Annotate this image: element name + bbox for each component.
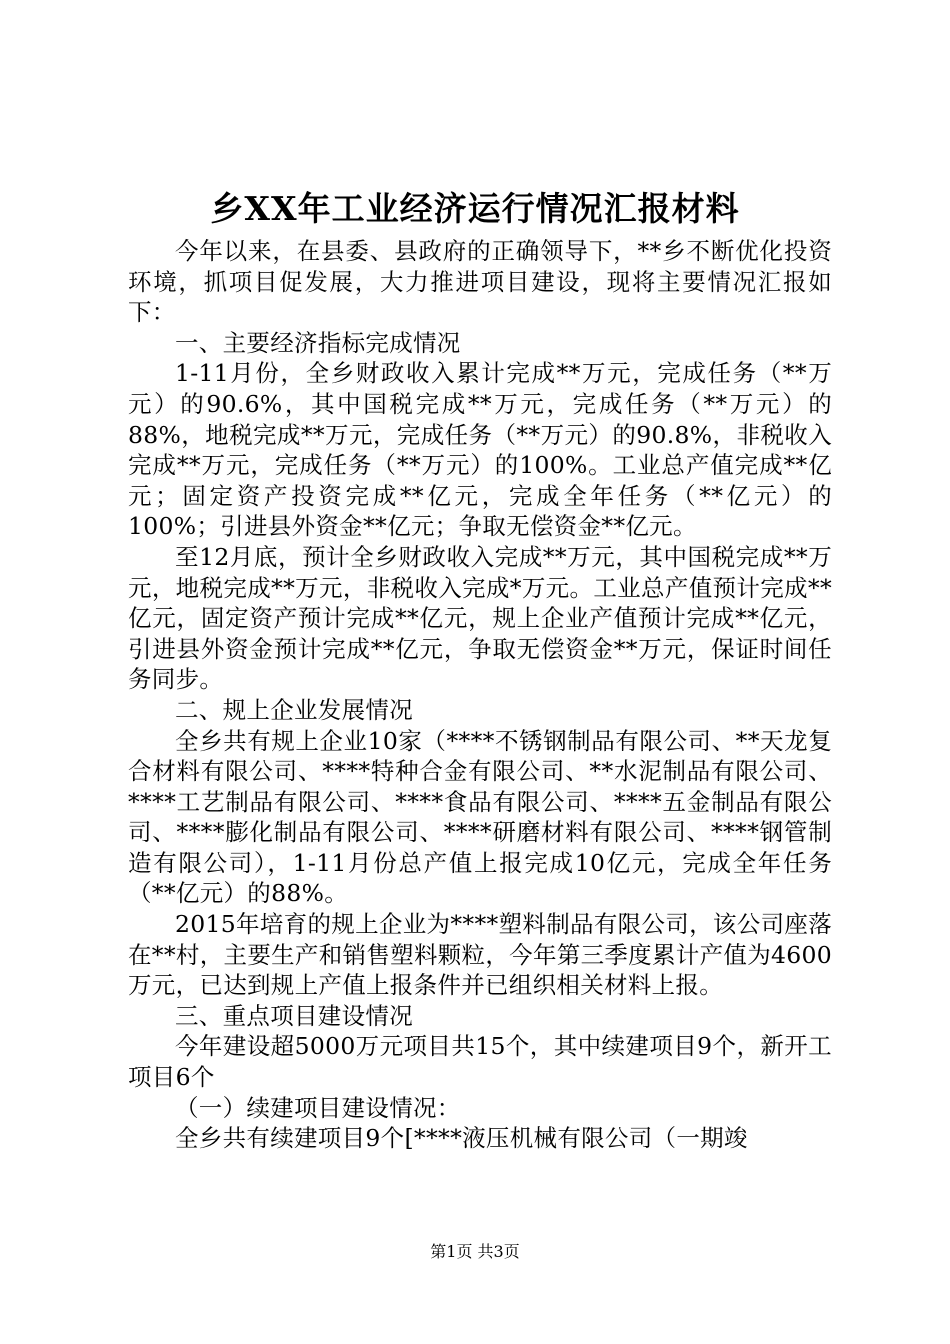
subsection-heading-1: （一）续建项目建设情况： (175, 1093, 461, 1122)
paragraph-cultivation: 2015年培育的规上企业为****塑料制品有限公司，该公司座落在**村，主要生产和销售塑料颗粒，今年第三季度累计产值为4600万元，已达到规上产值上报条件并已组织相关材料上报。 (128, 910, 832, 1000)
page-footer: 第1页 共3页 (430, 1242, 520, 1261)
document-title: 乡XX年工业经济运行情况汇报材料 (210, 189, 740, 228)
section-heading-1: 一、主要经济指标完成情况 (175, 328, 461, 357)
document-body (128, 236, 832, 1154)
paragraph-enterprises: 全乡共有规上企业10家（****不锈钢制品有限公司、**天龙复合材料有限公司、****特种合金有限公司、**水泥制品有限公司、****工艺制品有限公司、****食品有限公司、****五金制品有限公司、****膨化制品有限公司、****研磨材料有限公司、****钢管制造有限公司），1-11月份总产值上报完成10亿元，完成全年任务（**亿元）的88%。 (128, 726, 832, 908)
section-heading-2: 二、规上企业发展情况 (175, 695, 413, 724)
paragraph-indicators: 1-11月份，全乡财政收入累计完成**万元，完成任务（**万元）的90.6%，其中国税完成**万元，完成任务（**万元）的88%，地税完成**万元，完成任务（**万元）的90.8%，非税收入完成**万元，完成任务（**万元）的100%。工业总产值完成**亿元；固定资产投资完成**亿元，完成全年任务（**亿元）的100%；引进县外资金**亿元；争取无偿资金**亿元。 (128, 359, 832, 541)
paragraph-forecast: 至12月底，预计全乡财政收入完成**万元，其中国税完成**万元，地税完成**万元，非税收入完成*万元。工业总产值预计完成**亿元，固定资产预计完成**亿元，规上企业产值预计完成**亿元，引进县外资金预计完成**亿元，争取无偿资金**万元，保证时间任务同步。 (128, 542, 832, 694)
section-heading-3: 三、重点项目建设情况 (175, 1001, 413, 1030)
paragraph-projects: 今年建设超5000万元项目共15个，其中续建项目9个，新开工项目6个 (128, 1032, 832, 1092)
paragraph-intro: 今年以来，在县委、县政府的正确领导下，**乡不断优化投资环境，抓项目促发展，大力推进项目建设，现将主要情况汇报如下： (128, 237, 832, 327)
paragraph-continuing-projects: 全乡共有续建项目9个[****液压机械有限公司（一期竣 (175, 1124, 748, 1153)
